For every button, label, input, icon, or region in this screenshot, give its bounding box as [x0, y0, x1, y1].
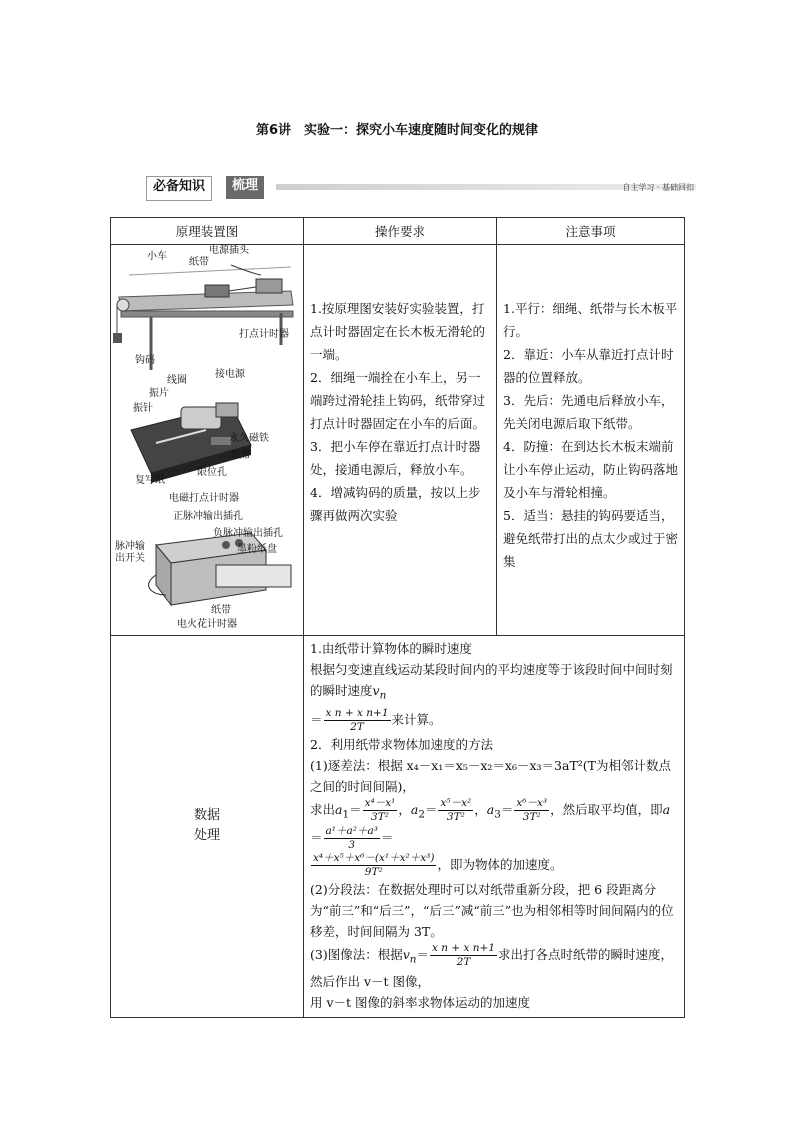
dp-para-3: (2)分段法：在数据处理时可以对纸带重新分段，把 6 段距离分为“前三”和“后三”，“后三”减“前三”也为相邻相等时间间隔内的位移差，时间间隔为 3T。 — [310, 882, 674, 939]
label-spark-timer: 电火花计时器 — [177, 619, 237, 630]
apparatus-figure — [111, 245, 304, 636]
dp-para-1: 根据匀变速直线运动某段时间内的平均速度等于该段时间中间时刻的瞬时速度$v_n$ — [310, 662, 673, 702]
label-plug: 电源插头 — [209, 245, 249, 256]
step-4: 4．增减钩码的质量，按以上步骤再做两次实验 — [310, 485, 481, 523]
label-pos-out: 正脉冲输出插孔 — [173, 511, 243, 522]
header-steps: 操作要求 — [304, 218, 497, 245]
section-banner — [140, 176, 700, 198]
data-processing-content — [304, 636, 685, 1018]
label-carbon: 复写纸 — [135, 475, 165, 486]
label-reed: 振片 — [149, 388, 169, 399]
operation-steps — [304, 245, 497, 636]
step-3: 3．把小车停在靠近打点计时器处，接通电源后，释放小车。 — [310, 439, 481, 477]
label-tape2: 纸带 — [231, 450, 251, 461]
label-needle: 振针 — [133, 403, 153, 414]
note-3: 3．先后：先通电后释放小车，先关闭电源后取下纸带。 — [503, 393, 674, 431]
data-processing-label: 数据 处理 — [111, 636, 304, 1018]
page-title: 第6讲 实验一：探究小车速度随时间变化的规律 — [255, 123, 539, 138]
label-ink: 墨粉纸盘 — [237, 544, 277, 555]
label-tape: 纸带 — [189, 257, 209, 268]
dp-para-4b: 用 v－t 图像的斜率求物体运动的加速度 — [310, 994, 531, 1010]
precautions — [497, 245, 685, 636]
label-pulse-switch: 脉冲输 出开关 — [115, 541, 145, 564]
label-neg-out: 负脉冲输出插孔 — [213, 528, 283, 539]
note-2: 2．靠近：小车从靠近打点计时器的位置释放。 — [503, 347, 674, 385]
dp-para-2c: $\frac{\text{x⁴＋x⁵＋x⁶－(x¹＋x²＋x³)}}{\text{9T²}}$ ，即为物体的加速度。 — [313, 852, 563, 878]
dp-para-4: (3)图像法：根据$v_n=$ $\frac{\text{x n + x n+1}}{2T}$ 求出打各点时纸带的瞬时速度，然后作出 v－t 图像， — [310, 942, 674, 989]
step-2: 2．细绳一端拴在小车上，另一端跨过滑轮挂上钩码，纸带穿过打点计时器固定在小车的后面。 — [310, 370, 486, 431]
label-hook: 钩码 — [135, 355, 155, 366]
banner-left: 必备知识 — [146, 176, 212, 201]
knowledge-table — [110, 217, 685, 1018]
dp-para-2a: (1)逐差法：根据 x₄－x₁＝x₅－x₂＝x₆－x₃＝3aT²(T为相邻计数点之间的时间间隔)， — [310, 757, 672, 794]
note-4: 4．防撞：在到达长木板末端前让小车停止运动，防止钩码落地及小车与滑轮相撞。 — [503, 439, 679, 500]
banner-sub: 自主学习 · 基础回扣 — [622, 183, 694, 192]
note-5: 5．适当：悬挂的钩码要适当，避免纸带打出的点太少或过于密集 — [503, 508, 679, 569]
label-tape3: 纸带 — [211, 605, 231, 616]
banner-right: 梳理 — [226, 176, 264, 199]
dp-heading-1: 1.由纸带计算物体的瞬时速度 — [310, 641, 472, 656]
dp-heading-2: 2．利用纸带求物体加速度的方法 — [310, 736, 493, 752]
dp-formula-vn: ＝ $\frac{\text{x n + x n+1}}{2T}$ 来计算。 — [310, 706, 442, 733]
dp-para-2b: 求出$a_1=$ $\frac{\text{x⁴－x¹}}{\text{3T²}}$ ，$a_2=$ $\frac{\text{x⁵－x²}}{\text{3T²}}$ ，$a_3=$ $\frac{\text{x⁶－x³}}{\text{3T²}}$ ，然后取平均值，即a＝ $\frac{\text{a¹＋a²＋a³}}{3}$ ＝ — [310, 796, 671, 851]
label-em-timer: 电磁打点计时器 — [169, 493, 239, 504]
label-power: 接电源 — [215, 369, 245, 380]
label-car: 小车 — [147, 251, 167, 262]
label-magnet: 永久磁铁 — [229, 433, 269, 444]
label-coil: 线圈 — [167, 375, 187, 386]
note-1: 1.平行：细绳、纸带与长木板平行。 — [503, 301, 678, 339]
label-hole: 限位孔 — [197, 467, 227, 478]
apparatus-drawing — [111, 245, 301, 635]
header-notes: 注意事项 — [497, 218, 685, 245]
header-figure: 原理装置图 — [111, 218, 304, 245]
label-timer: 打点计时器 — [239, 329, 289, 340]
step-1: 1.按原理图安装好实验装置，打点计时器固定在长木板无滑轮的一端。 — [310, 301, 486, 362]
